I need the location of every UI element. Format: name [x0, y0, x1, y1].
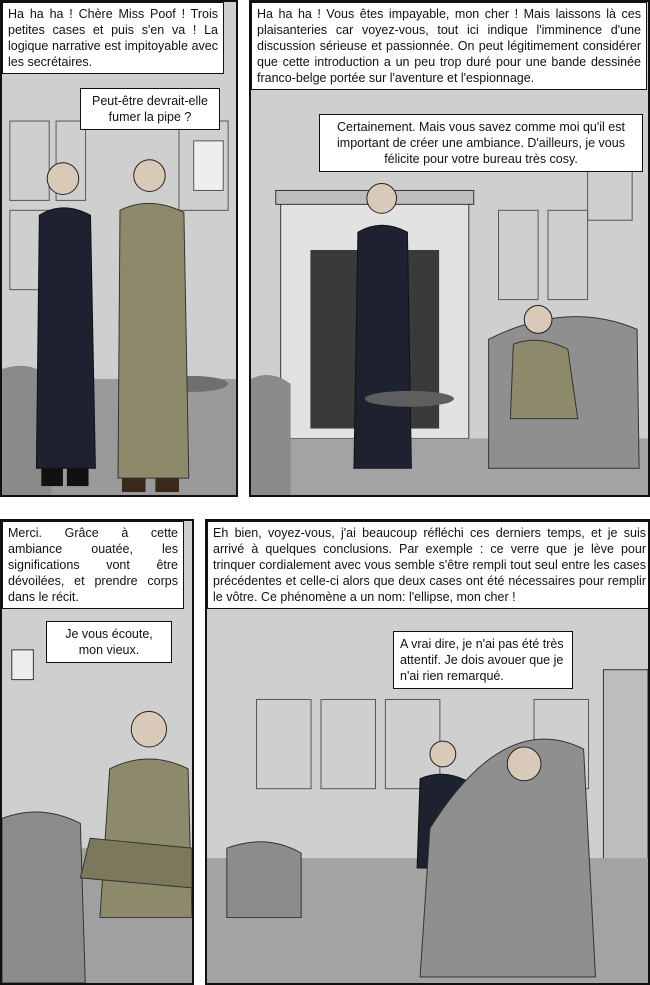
- panel-2: [249, 0, 650, 497]
- speech-bubble: Certainement. Mais vous savez comme moi qu'il est important de créer une ambiance. D'ailleurs, je vous félicite pour votre bureau très cosy.: [319, 114, 643, 172]
- speech-bubble: Je vous écoute, mon vieux.: [46, 621, 172, 663]
- narration-caption: Merci. Grâce à cette ambiance ouatée, les significations vont être dévoilées, et prendre corps dans le récit.: [2, 521, 184, 609]
- army-officer-figure: [118, 160, 189, 492]
- narration-caption: Ha ha ha ! Vous êtes impayable, mon cher ! Mais laissons là ces plaisanteries car voyez-vous, tout ici indique l'imminence d'une discussion sérieuse et passionnée. On peut légitimement considérer que cette introduction a un peu trop duré pour une bande dessinée franco-belge portée sur l'aventure et l'espionnage.: [251, 2, 647, 90]
- panel-4: [205, 519, 650, 985]
- panel-3: [0, 519, 194, 985]
- speech-bubble: Peut-être devrait-elle fumer la pipe ?: [80, 88, 220, 130]
- speech-bubble: A vrai dire, je n'ai pas été très attentif. Je dois avouer que je n'ai rien remarqué.: [393, 631, 573, 689]
- army-officer-head: [507, 747, 541, 781]
- panel-1: [0, 0, 238, 497]
- panel-1-illustration: [2, 2, 236, 495]
- narration-caption: Eh bien, voyez-vous, j'ai beaucoup réfléchi ces derniers temps, et je suis arrivé à quelques conclusions. Par exemple : ce verre que je lève pour trinquer cordialement avec vous semble s'être rempli tout seul entre les cases précédentes et celle-ci alors que deux cases ont été nécessaires pour remplir le vôtre. Ce phénomène a un nom: l'ellipse, mon cher !: [207, 521, 650, 609]
- narration-caption: Ha ha ha ! Chère Miss Poof ! Trois petites cases et puis s'en va ! La logique narrative est impitoyable avec les secrétaires.: [2, 2, 224, 74]
